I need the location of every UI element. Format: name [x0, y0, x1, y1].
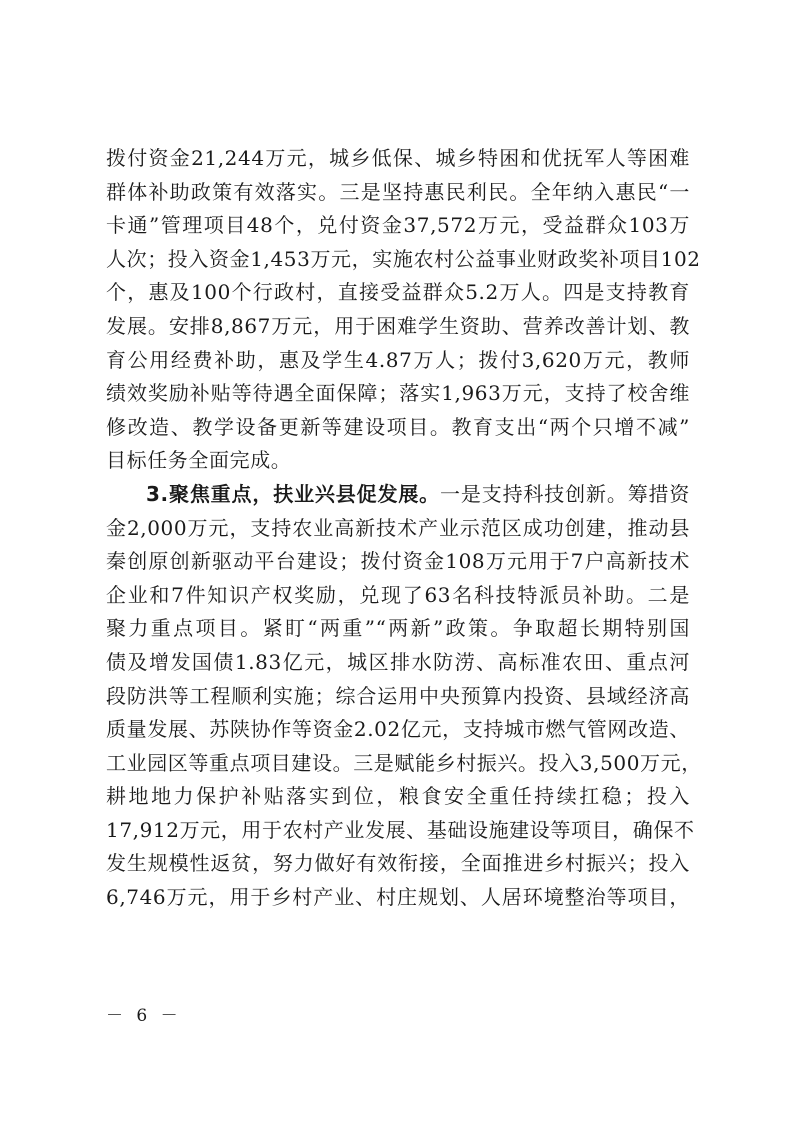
text-line: 6,746万元，用于乡村产业、村庄规划、人居环境整治等项目，: [106, 885, 690, 910]
text-line: 债及增发国债1.83亿元，城区排水防涝、高标准农田、重点河: [106, 649, 690, 674]
text-line: 发展。安排8,867万元，用于困难学生资助、营养改善计划、教: [106, 313, 690, 338]
text-line: 段防洪等工程顺利实施；综合运用中央预算内投资、县域经济高: [106, 683, 690, 708]
text-line: 质量发展、苏陕协作等资金2.02亿元，支持城市燃气管网改造、: [106, 717, 690, 742]
section-3-heading: 3.聚焦重点，扶业兴县促发展。: [146, 481, 441, 506]
text-line: 工业园区等重点项目建设。三是赋能乡村振兴。投入3,500万元，: [106, 750, 702, 775]
page-number: － 6 －: [106, 1006, 182, 1026]
text-line: 卡通”管理项目48个，兑付资金37,572万元，受益群众103万: [106, 213, 690, 238]
text-line: 金2,000万元，支持农业高新技术产业示范区成功创建，推动县: [106, 515, 690, 540]
section-3-first-line-text: 一是支持科技创新。筹措资: [440, 481, 690, 506]
text-line: 拨付资金21,244万元，城乡低保、城乡特困和优抚军人等困难: [106, 146, 690, 170]
text-line: 修改造、教学设备更新等建设项目。教育支出“两个只增不减”: [106, 414, 690, 439]
section-3-first-line: [106, 478, 690, 512]
text-line: 个，惠及100个行政村，直接受益群众5.2万人。四是支持教育: [106, 280, 690, 305]
text-line: 企业和7件知识产权奖励，兑现了63名科技特派员补助。二是: [106, 582, 690, 607]
text-line: 耕地地力保护补贴落实到位，粮食安全重任持续扛稳；投入: [106, 784, 690, 809]
text-line: 聚力重点项目。紧盯“两重”“两新”政策。争取超长期特别国: [106, 616, 690, 641]
text-line: 育公用经费补助，惠及学生4.87万人；拨付3,620万元，教师: [106, 347, 690, 372]
text-line: 群体补助政策有效落实。三是坚持惠民利民。全年纳入惠民“一: [106, 179, 690, 204]
body-text: [106, 142, 702, 915]
text-line: 绩效奖励补贴等待遇全面保障；落实1,963万元，支持了校舍维: [106, 381, 690, 406]
text-line: 秦创原创新驱动平台建设；拨付资金108万元用于7户高新技术: [106, 549, 690, 574]
text-line: 人次；投入资金1,453万元，实施农村公益事业财政奖补项目102: [106, 246, 701, 271]
text-line: 17,912万元，用于农村产业发展、基础设施建设等项目，确保不: [106, 817, 695, 842]
text-line: 目标任务全面完成。: [106, 448, 292, 473]
text-line: 发生规模性返贫，努力做好有效衔接，全面推进乡村振兴；投入: [106, 851, 690, 876]
